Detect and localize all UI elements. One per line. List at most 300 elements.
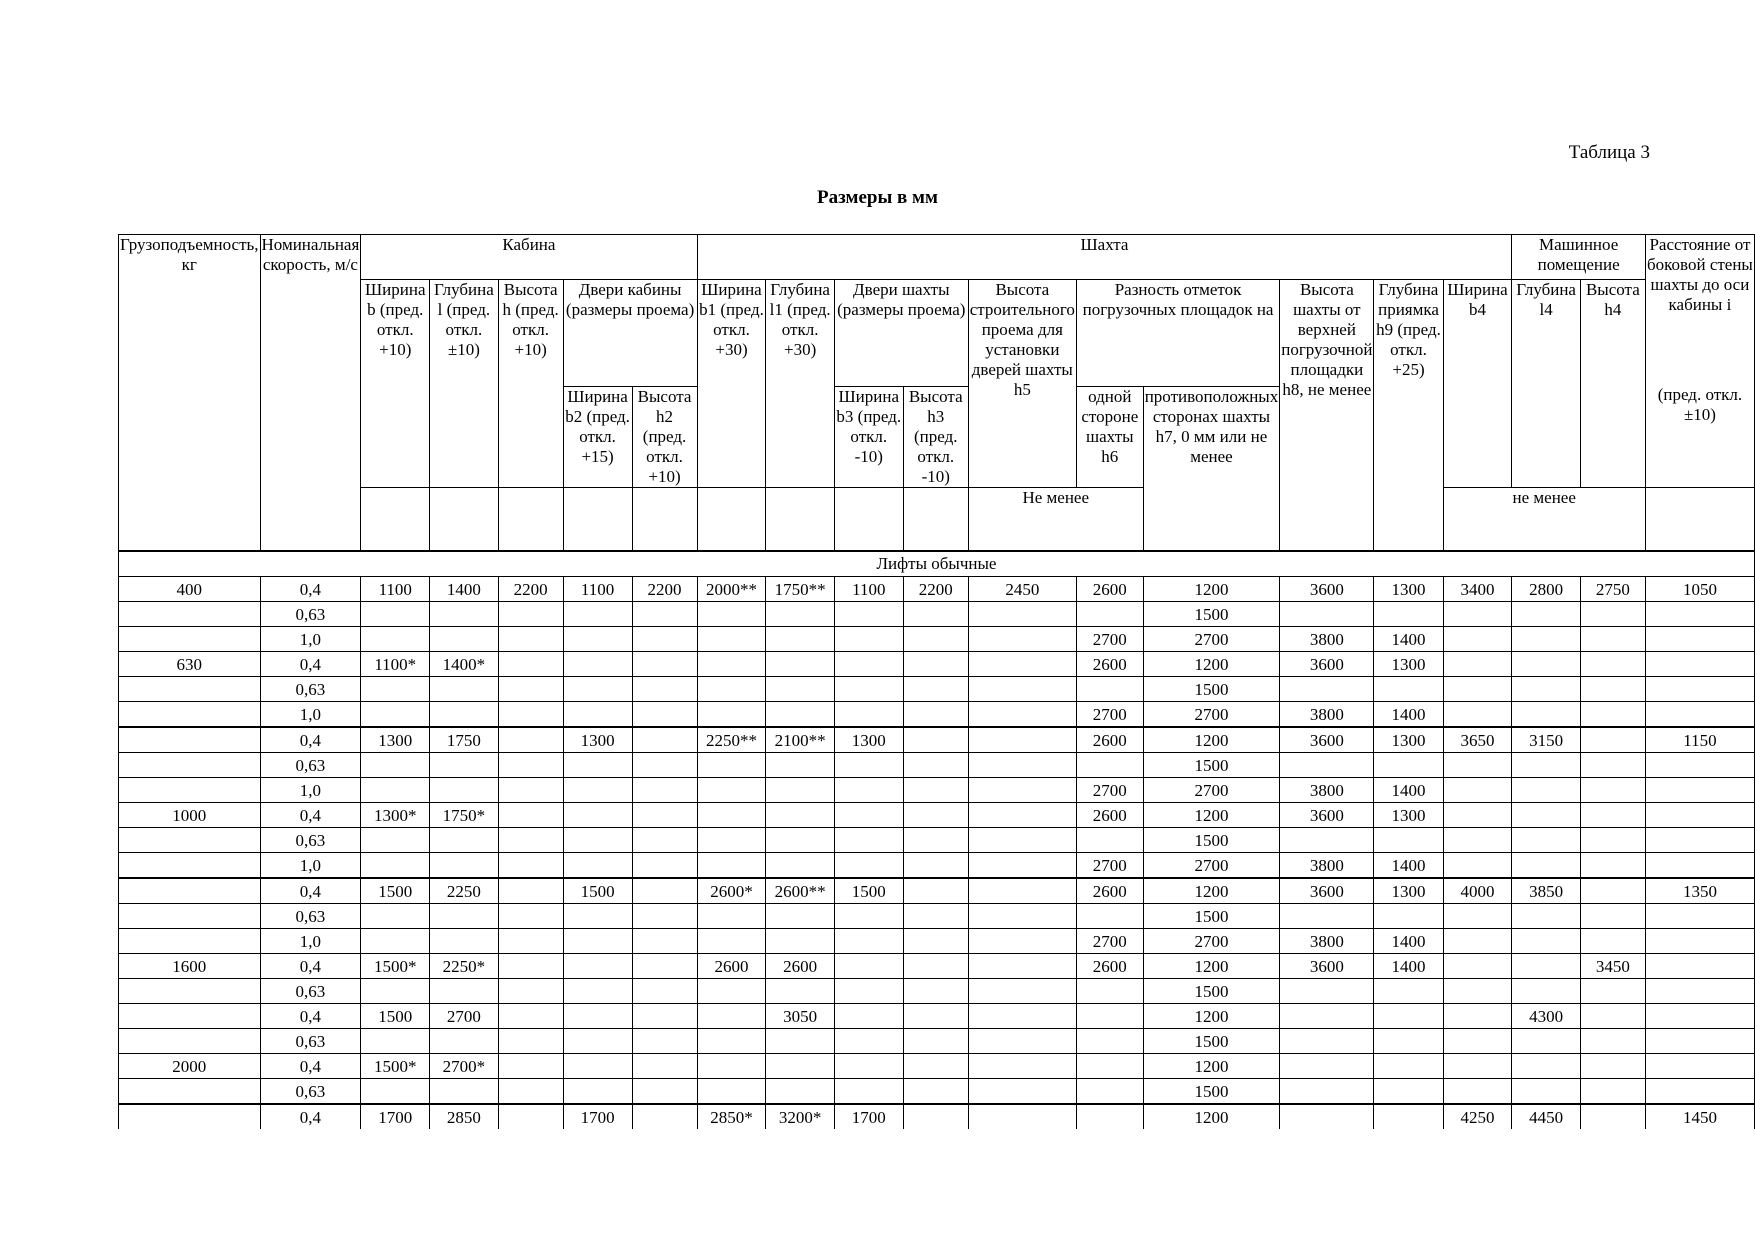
cell-l: 2250	[430, 878, 498, 904]
cell-h8	[1280, 904, 1374, 929]
header-l1: Глубина l1 (пред. откл. +30)	[766, 280, 834, 488]
cell-i: 1150	[1645, 727, 1754, 753]
cell-h6	[1076, 1104, 1143, 1129]
cell-l1: 1750**	[766, 577, 834, 602]
cell-h4	[1580, 904, 1645, 929]
cell-b	[361, 753, 430, 778]
cell-b	[361, 677, 430, 702]
cell-h3	[903, 1104, 968, 1129]
cell-b4	[1443, 652, 1512, 677]
header-shaft: Шахта	[697, 235, 1512, 280]
cell-h9	[1374, 1029, 1443, 1054]
cell-b2: 1500	[563, 878, 632, 904]
cell-b2: 1300	[563, 727, 632, 753]
cell-h6: 2700	[1076, 853, 1143, 879]
cell-b1: 2250**	[697, 727, 766, 753]
cell-i	[1645, 979, 1754, 1004]
header-h3-empty	[903, 488, 968, 552]
cell-cap: 400	[119, 577, 261, 602]
cell-cap	[119, 1079, 261, 1105]
cell-h	[498, 878, 563, 904]
cell-h8: 3800	[1280, 853, 1374, 879]
cell-l1: 3050	[766, 1004, 834, 1029]
cell-l	[430, 702, 498, 728]
cell-h	[498, 677, 563, 702]
cell-h9: 1400	[1374, 929, 1443, 954]
cell-h3: 2200	[903, 577, 968, 602]
cell-l4	[1512, 954, 1580, 979]
cell-h2	[632, 753, 697, 778]
cell-h	[498, 979, 563, 1004]
cell-b3	[834, 1029, 903, 1054]
cell-h9: 1300	[1374, 803, 1443, 828]
cell-b: 1500*	[361, 1054, 430, 1079]
header-diff: Разность отметок погрузочных площадок на	[1076, 280, 1279, 387]
cell-b3	[834, 904, 903, 929]
cell-h2	[632, 677, 697, 702]
cell-h9: 1300	[1374, 652, 1443, 677]
cell-b4: 4250	[1443, 1104, 1512, 1129]
cell-h7: 1500	[1143, 979, 1280, 1004]
cell-h5	[968, 652, 1076, 677]
cell-cap	[119, 828, 261, 853]
cell-h2	[632, 878, 697, 904]
header-h2: Высота h2 (пред. откл. +10)	[632, 387, 697, 488]
cell-l	[430, 602, 498, 627]
cell-h4	[1580, 627, 1645, 652]
cell-h9	[1374, 1104, 1443, 1129]
cell-b3	[834, 853, 903, 879]
cell-h3	[903, 878, 968, 904]
cell-l1	[766, 677, 834, 702]
cell-h7: 1500	[1143, 677, 1280, 702]
cell-l4	[1512, 979, 1580, 1004]
cell-h4	[1580, 878, 1645, 904]
header-capacity: Грузоподъемность, кг	[119, 235, 261, 552]
cell-h7: 2700	[1143, 627, 1280, 652]
cell-l4	[1512, 677, 1580, 702]
cell-cap	[119, 853, 261, 879]
cell-b4	[1443, 803, 1512, 828]
cell-l4	[1512, 702, 1580, 728]
cell-b2	[563, 778, 632, 803]
cell-i	[1645, 677, 1754, 702]
cell-h8	[1280, 1054, 1374, 1079]
cell-h8: 3600	[1280, 577, 1374, 602]
cell-b2	[563, 1054, 632, 1079]
cell-b4	[1443, 627, 1512, 652]
cell-h	[498, 904, 563, 929]
cell-h2	[632, 1029, 697, 1054]
cell-l	[430, 627, 498, 652]
cell-l	[430, 979, 498, 1004]
table-row	[119, 778, 1755, 803]
cell-v: 0,63	[260, 753, 361, 778]
cell-cap	[119, 677, 261, 702]
cell-i	[1645, 627, 1754, 652]
cell-b3	[834, 929, 903, 954]
cell-l4	[1512, 904, 1580, 929]
cell-h4	[1580, 1104, 1645, 1129]
cell-l4: 2800	[1512, 577, 1580, 602]
cell-h6	[1076, 979, 1143, 1004]
cell-l4	[1512, 929, 1580, 954]
cell-i	[1645, 1079, 1754, 1105]
cell-h3	[903, 904, 968, 929]
cell-l1	[766, 1054, 834, 1079]
cell-b3	[834, 652, 903, 677]
header-b2: Ширина b2 (пред. откл. +15)	[563, 387, 632, 488]
cell-h6	[1076, 602, 1143, 627]
cell-h5	[968, 1079, 1076, 1105]
cell-b1	[697, 828, 766, 853]
cell-h3	[903, 778, 968, 803]
header-b3: Ширина b3 (пред. откл. -10)	[834, 387, 903, 488]
cell-h9: 1400	[1374, 702, 1443, 728]
table-row	[119, 929, 1755, 954]
cell-l1	[766, 803, 834, 828]
cell-cap	[119, 1104, 261, 1129]
cell-b2	[563, 828, 632, 853]
cell-h5	[968, 878, 1076, 904]
cell-h8: 3600	[1280, 803, 1374, 828]
cell-h5	[968, 727, 1076, 753]
cell-cap: 2000	[119, 1054, 261, 1079]
cell-h	[498, 1054, 563, 1079]
cell-h3	[903, 1054, 968, 1079]
cell-l1	[766, 627, 834, 652]
cell-h7: 2700	[1143, 853, 1280, 879]
cell-v: 1,0	[260, 627, 361, 652]
cell-h2	[632, 1104, 697, 1129]
cell-h	[498, 1004, 563, 1029]
cell-h6: 2600	[1076, 577, 1143, 602]
header-l: Глубина l (пред. откл. ±10)	[430, 280, 498, 488]
cell-b3	[834, 778, 903, 803]
cell-b3	[834, 1079, 903, 1105]
cell-i	[1645, 602, 1754, 627]
cell-h4	[1580, 803, 1645, 828]
cell-cap	[119, 929, 261, 954]
cell-b1	[697, 677, 766, 702]
cell-b4	[1443, 828, 1512, 853]
cell-b4	[1443, 954, 1512, 979]
cell-b: 1100*	[361, 652, 430, 677]
cell-l1: 2600	[766, 954, 834, 979]
cell-h6: 2600	[1076, 727, 1143, 753]
cell-l1	[766, 778, 834, 803]
cell-b4	[1443, 602, 1512, 627]
cell-h8: 3800	[1280, 778, 1374, 803]
cell-h	[498, 1079, 563, 1105]
cell-h4	[1580, 677, 1645, 702]
cell-cap	[119, 702, 261, 728]
cell-b2	[563, 1079, 632, 1105]
cell-h3	[903, 753, 968, 778]
header-speed: Номинальная скорость, м/с	[260, 235, 361, 552]
cell-b	[361, 602, 430, 627]
cell-b1	[697, 1029, 766, 1054]
table-row	[119, 1054, 1755, 1079]
section-title: Лифты обычные	[119, 551, 1755, 577]
cell-cap	[119, 727, 261, 753]
cell-b4	[1443, 1079, 1512, 1105]
cell-b	[361, 627, 430, 652]
cell-v: 1,0	[260, 853, 361, 879]
table-row	[119, 904, 1755, 929]
cell-l1	[766, 753, 834, 778]
table-row	[119, 979, 1755, 1004]
cell-h2	[632, 853, 697, 879]
cell-i	[1645, 1029, 1754, 1054]
cell-h5	[968, 929, 1076, 954]
cell-b4: 4000	[1443, 878, 1512, 904]
header-cabin-doors: Двери кабины (размеры проема)	[563, 280, 697, 387]
cell-h7: 2700	[1143, 702, 1280, 728]
cell-l4	[1512, 1079, 1580, 1105]
cell-b1: 2600*	[697, 878, 766, 904]
cell-h2	[632, 954, 697, 979]
cell-h3	[903, 627, 968, 652]
cell-l1	[766, 979, 834, 1004]
cell-b: 1300	[361, 727, 430, 753]
cell-h	[498, 1029, 563, 1054]
cell-h9: 1300	[1374, 878, 1443, 904]
cell-h7: 1200	[1143, 1054, 1280, 1079]
cell-h6	[1076, 1054, 1143, 1079]
cell-b1: 2600	[697, 954, 766, 979]
cell-l: 2700*	[430, 1054, 498, 1079]
header-distance-empty	[1645, 488, 1754, 552]
cell-h7: 2700	[1143, 778, 1280, 803]
cell-h	[498, 602, 563, 627]
cell-h4	[1580, 753, 1645, 778]
cell-i	[1645, 929, 1754, 954]
cell-v: 0,63	[260, 1029, 361, 1054]
cell-h2	[632, 1079, 697, 1105]
cell-v: 0,4	[260, 1104, 361, 1129]
cell-b	[361, 828, 430, 853]
cell-h9	[1374, 979, 1443, 1004]
cell-b4: 3400	[1443, 577, 1512, 602]
cell-h9	[1374, 677, 1443, 702]
cell-b: 1500*	[361, 954, 430, 979]
header-b3-empty	[834, 488, 903, 552]
cell-h2	[632, 979, 697, 1004]
cell-v: 0,4	[260, 803, 361, 828]
cell-h	[498, 828, 563, 853]
cell-i: 1450	[1645, 1104, 1754, 1129]
cell-b2	[563, 627, 632, 652]
cell-h2	[632, 1004, 697, 1029]
cell-l1: 2600**	[766, 878, 834, 904]
cell-h5	[968, 778, 1076, 803]
cell-b4	[1443, 778, 1512, 803]
cell-h4	[1580, 778, 1645, 803]
table-row	[119, 677, 1755, 702]
lift-dimensions-table	[118, 234, 1755, 1129]
cell-h3	[903, 702, 968, 728]
cell-h4	[1580, 1079, 1645, 1105]
cell-h4	[1580, 702, 1645, 728]
cell-h4	[1580, 1029, 1645, 1054]
cell-v: 0,63	[260, 1079, 361, 1105]
cell-b2	[563, 954, 632, 979]
cell-b4	[1443, 1054, 1512, 1079]
cell-h3	[903, 1079, 968, 1105]
cell-h3	[903, 1029, 968, 1054]
cell-l4	[1512, 753, 1580, 778]
cell-b	[361, 853, 430, 879]
header-h2-empty	[632, 488, 697, 552]
cell-h4	[1580, 929, 1645, 954]
cell-h8	[1280, 828, 1374, 853]
cell-h7: 2700	[1143, 929, 1280, 954]
cell-cap	[119, 979, 261, 1004]
cell-b	[361, 929, 430, 954]
header-h3: Высота h3 (пред. откл. -10)	[903, 387, 968, 488]
cell-b3	[834, 979, 903, 1004]
table-row	[119, 1029, 1755, 1054]
cell-l	[430, 929, 498, 954]
cell-l4	[1512, 853, 1580, 879]
table-caption: Таблица 3	[1568, 142, 1650, 163]
cell-l4	[1512, 1054, 1580, 1079]
cell-h8	[1280, 753, 1374, 778]
cell-cap	[119, 878, 261, 904]
cell-l	[430, 828, 498, 853]
header-b1: Ширина b1 (пред. откл. +30)	[697, 280, 766, 488]
cell-h3	[903, 803, 968, 828]
cell-h5	[968, 1004, 1076, 1029]
cell-l	[430, 853, 498, 879]
cell-b	[361, 778, 430, 803]
header-distance-label: Расстояние от боковой стены шахты до оси кабины i	[1647, 235, 1753, 314]
cell-b4	[1443, 1004, 1512, 1029]
cell-b	[361, 1029, 430, 1054]
cell-h9	[1374, 1079, 1443, 1105]
header-l-empty	[430, 488, 498, 552]
cell-b2	[563, 929, 632, 954]
cell-b3: 1500	[834, 878, 903, 904]
cell-h	[498, 627, 563, 652]
table-row	[119, 828, 1755, 853]
cell-v: 0,4	[260, 727, 361, 753]
cell-b2	[563, 979, 632, 1004]
cell-l1	[766, 1029, 834, 1054]
cell-b1	[697, 1004, 766, 1029]
cell-h3	[903, 929, 968, 954]
cell-i: 1050	[1645, 577, 1754, 602]
cell-h3	[903, 602, 968, 627]
cell-h: 2200	[498, 577, 563, 602]
cell-l1	[766, 652, 834, 677]
cell-b3: 1300	[834, 727, 903, 753]
cell-h9: 1400	[1374, 853, 1443, 879]
cell-i	[1645, 753, 1754, 778]
table-row	[119, 1079, 1755, 1105]
cell-i	[1645, 652, 1754, 677]
cell-h7: 1500	[1143, 828, 1280, 853]
cell-h8: 3800	[1280, 627, 1374, 652]
cell-h	[498, 753, 563, 778]
cell-h5	[968, 702, 1076, 728]
header-distance-tolerance: (пред. откл. ±10)	[1657, 385, 1743, 424]
cell-b2	[563, 803, 632, 828]
header-h9: Глубина приямка h9 (пред. откл. +25)	[1374, 280, 1443, 552]
cell-b	[361, 702, 430, 728]
header-h4: Высота h4	[1580, 280, 1645, 488]
header-b1-empty	[697, 488, 766, 552]
cell-h	[498, 727, 563, 753]
cell-b4	[1443, 677, 1512, 702]
units-title: Размеры в мм	[817, 187, 938, 208]
cell-l1	[766, 904, 834, 929]
cell-h8: 3600	[1280, 878, 1374, 904]
cell-h8	[1280, 1079, 1374, 1105]
cell-i	[1645, 803, 1754, 828]
header-h: Высота h (пред. откл. +10)	[498, 280, 563, 488]
cell-h4: 2750	[1580, 577, 1645, 602]
cell-h9: 1300	[1374, 577, 1443, 602]
cell-b2	[563, 853, 632, 879]
cell-h9: 1400	[1374, 778, 1443, 803]
cell-h2	[632, 652, 697, 677]
cell-h8	[1280, 979, 1374, 1004]
cell-b4	[1443, 853, 1512, 879]
header-distance	[1645, 235, 1754, 488]
table-row	[119, 803, 1755, 828]
cell-b3: 1700	[834, 1104, 903, 1129]
cell-h3	[903, 677, 968, 702]
cell-h5	[968, 853, 1076, 879]
cell-h3	[903, 652, 968, 677]
header-not-less-2: не менее	[1443, 488, 1645, 552]
table-row	[119, 627, 1755, 652]
cell-h5	[968, 1104, 1076, 1129]
table-row	[119, 853, 1755, 879]
cell-l	[430, 778, 498, 803]
cell-v: 1,0	[260, 778, 361, 803]
cell-l4: 4300	[1512, 1004, 1580, 1029]
cell-h5: 2450	[968, 577, 1076, 602]
cell-b: 1100	[361, 577, 430, 602]
cell-b2	[563, 904, 632, 929]
cell-h2	[632, 602, 697, 627]
cell-h5	[968, 803, 1076, 828]
cell-h	[498, 803, 563, 828]
cell-h	[498, 853, 563, 879]
cell-i	[1645, 904, 1754, 929]
cell-v: 0,4	[260, 954, 361, 979]
cell-h4	[1580, 727, 1645, 753]
cell-h7: 1200	[1143, 878, 1280, 904]
table-row	[119, 1004, 1755, 1029]
cell-h8	[1280, 1104, 1374, 1129]
cell-i: 1350	[1645, 878, 1754, 904]
cell-h2: 2200	[632, 577, 697, 602]
cell-h7: 1200	[1143, 577, 1280, 602]
cell-v: 0,4	[260, 1004, 361, 1029]
cell-h9	[1374, 828, 1443, 853]
cell-b: 1500	[361, 1004, 430, 1029]
cell-h2	[632, 727, 697, 753]
cell-h5	[968, 828, 1076, 853]
cell-b1	[697, 904, 766, 929]
cell-h5	[968, 979, 1076, 1004]
header-h7: противоположных сторонах шахты h7, 0 мм или не менее	[1143, 387, 1280, 552]
cell-l4: 3850	[1512, 878, 1580, 904]
